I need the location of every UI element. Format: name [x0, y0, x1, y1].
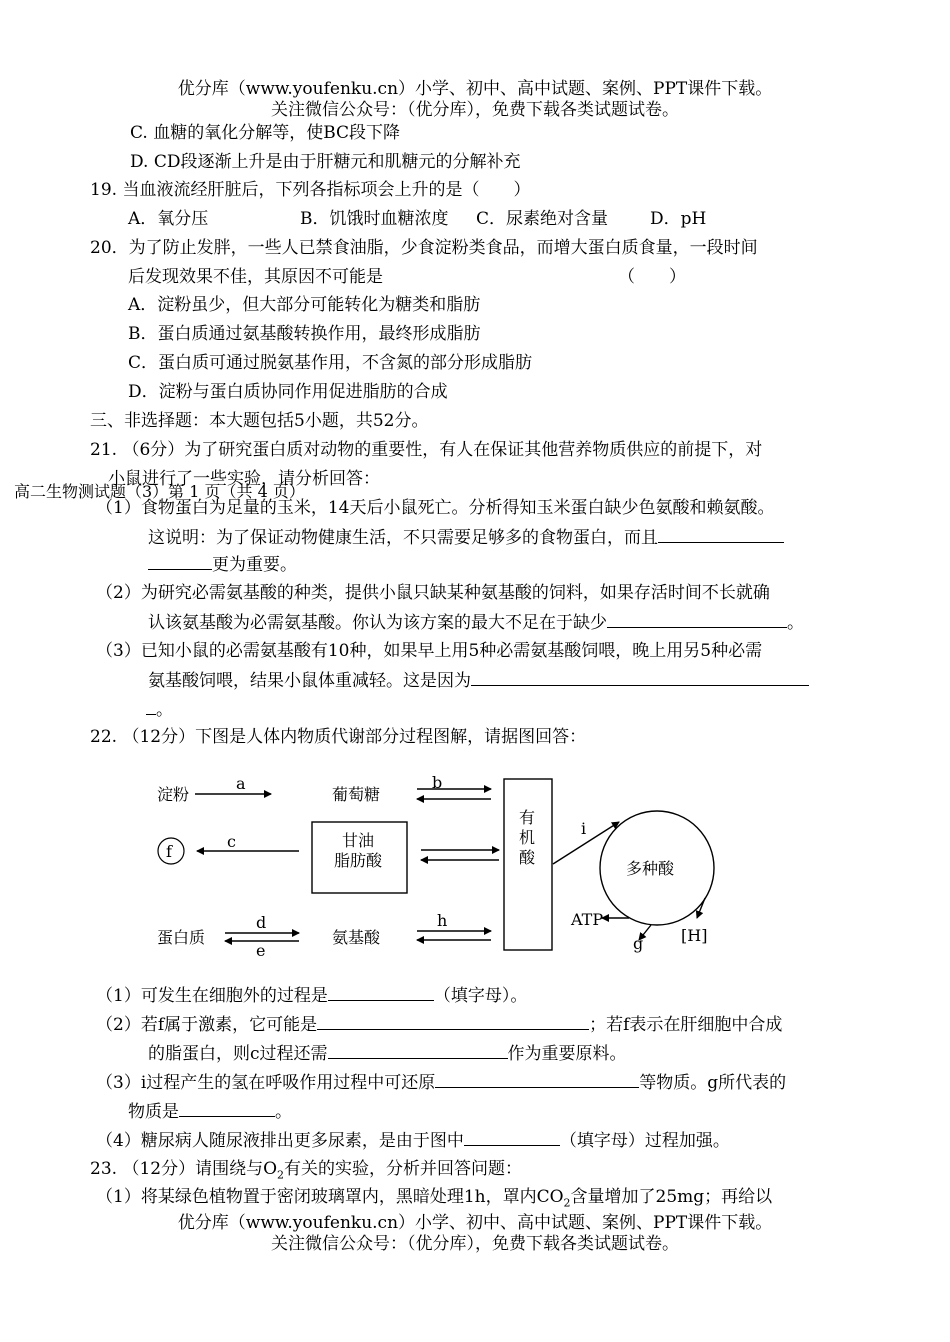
q21-part-2-line-2 — [148, 611, 804, 634]
q22-part-2-tail: 作为重要原料。 — [507, 1044, 627, 1064]
q21-part-1-blank[interactable] — [658, 526, 784, 543]
q22-part-3-mid: 等物质。g所代表的 — [639, 1073, 787, 1093]
q18-option-c: C. 血糖的氧化分解等，使BC段下降 — [130, 123, 401, 143]
q22-part-3-blank-1[interactable] — [435, 1071, 639, 1088]
q23-stem — [90, 1158, 522, 1186]
q21-part-2-end: 。 — [787, 613, 804, 633]
q21-part-3-end: 。 — [156, 700, 173, 720]
node-f: f — [166, 842, 172, 861]
q21-stem-line-1: 21. （6分）为了研究蛋白质对动物的重要性，有人在保证其他营养物质供应的前提下，对 — [90, 440, 763, 460]
q21-part-3-text: 氨基酸饲喂，结果小鼠体重减轻。这是因为 — [148, 671, 471, 691]
label-g: g — [633, 934, 644, 953]
q21-part-1-text: 这说明：为了保证动物健康生活，不只需要足够多的食物蛋白，而且 — [148, 528, 658, 548]
q21-part-3-blank-cont[interactable] — [146, 698, 156, 715]
node-hydrogen: [H] — [681, 926, 708, 945]
label-d: d — [256, 913, 267, 932]
q22-part-3-text-2: 物质是 — [128, 1102, 179, 1122]
node-acids: 多种酸 — [626, 859, 675, 878]
q21-part-3-line-3 — [146, 698, 173, 721]
q22-part-2-blank-1[interactable] — [317, 1013, 589, 1030]
q18-option-d: D. CD段逐渐上升是由于肝糖元和肌糖元的分解补充 — [130, 152, 521, 172]
q22-part-2-line-2 — [148, 1042, 627, 1065]
q21-part-2-blank[interactable] — [607, 611, 787, 628]
q23-part-1 — [96, 1186, 772, 1214]
q22-part-4-text: （4）糖尿病人随尿液排出更多尿素，是由于图中 — [96, 1131, 464, 1151]
q22-part-1-tail: （填字母）。 — [433, 986, 528, 1006]
q23-stem-sub: 2 — [277, 1168, 285, 1182]
q19-stem: 19. 当血液流经肝脏后，下列各指标项会上升的是（ ） — [90, 180, 531, 200]
footer-line-2: 关注微信公众号：（优分库），免费下载各类试题试卷。 — [271, 1234, 679, 1254]
q21-stem-line-2: 小鼠进行了一些实验，请分析回答： — [108, 469, 380, 489]
q20-stem-line-1: 20．为了防止发胖，一些人已禁食油脂，少食淀粉类食品，而增大蛋白质食量，一段时间 — [90, 238, 758, 258]
label-h: h — [437, 911, 448, 930]
node-protein: 蛋白质 — [157, 928, 206, 947]
q22-part-3-blank-2[interactable] — [179, 1100, 275, 1117]
q19-option-b: B．饥饿时血糖浓度 — [300, 209, 449, 229]
q20-option-a: A．淀粉虽少，但大部分可能转化为糖类和脂肪 — [128, 295, 481, 315]
node-starch: 淀粉 — [157, 785, 190, 804]
q22-part-1-blank[interactable] — [328, 984, 434, 1001]
q21-part-3-line-2 — [148, 669, 809, 692]
label-i: i — [581, 819, 587, 838]
section-3-heading: 三、非选择题：本大题包括5小题，共52分。 — [90, 411, 429, 431]
page-label: 高二生物测试题（3）第 1 页（共 4 页） — [14, 482, 305, 501]
node-organic-acid-1: 有 — [519, 808, 536, 827]
node-organic-acid-2: 机 — [519, 828, 536, 847]
node-fatty-acid: 脂肪酸 — [334, 851, 383, 870]
q20-option-c: C．蛋白质可通过脱氨基作用，不含氮的部分形成脂肪 — [128, 353, 533, 373]
q22-part-3-end: 。 — [275, 1102, 292, 1122]
q22-part-4-blank[interactable] — [464, 1129, 560, 1146]
q19-option-d: D．pH — [650, 209, 707, 229]
metabolism-diagram — [145, 768, 725, 968]
label-a: a — [236, 774, 246, 793]
node-amino-acid: 氨基酸 — [332, 928, 381, 947]
q20-answer-paren: （ ） — [618, 267, 686, 287]
header-line-1: 优分库（www.youfenku.cn）小学、初中、高中试题、案例、PPT课件下载。 — [177, 79, 773, 99]
q23-stem-post: 有关的实验，分析并回答问题： — [284, 1159, 523, 1179]
q23-stem-pre: 23. （12分）请围绕与O — [90, 1159, 278, 1179]
q22-part-2-text: （2）若f属于激素，它可能是 — [96, 1015, 318, 1035]
q21-part-1-blank-cont[interactable] — [148, 553, 212, 570]
q23-part-1-sub: 2 — [563, 1196, 571, 1210]
q23-part-1-post: 含量增加了25mg；再给以 — [570, 1187, 773, 1207]
q22-stem: 22. （12分）下图是人体内物质代谢部分过程图解，请据图回答： — [90, 727, 587, 747]
q22-part-1-text: （1）可发生在细胞外的过程是 — [96, 986, 328, 1006]
q21-part-3-blank[interactable] — [471, 669, 809, 686]
q22-part-4 — [96, 1129, 730, 1152]
header-line-2: 关注微信公众号：（优分库），免费下载各类试题试卷。 — [271, 100, 679, 120]
q21-part-1-line-3 — [148, 553, 297, 576]
q22-part-2-text-2: 的脂蛋白，则c过程还需 — [148, 1044, 328, 1064]
q21-part-3-line-1: （3）已知小鼠的必需氨基酸有10种，如果早上用5种必需氨基酸饲喂，晚上用另5种必需 — [96, 641, 763, 661]
q22-part-1 — [96, 984, 527, 1007]
q21-part-1-line-2 — [148, 526, 784, 549]
q20-option-b: B．蛋白质通过氨基酸转换作用，最终形成脂肪 — [128, 324, 481, 344]
q22-part-2-blank-2[interactable] — [328, 1042, 508, 1059]
q22-part-2-mid: ；若f表示在肝细胞中合成 — [589, 1015, 783, 1035]
q22-part-3-line-1 — [96, 1071, 786, 1094]
label-e: e — [256, 941, 266, 960]
q21-part-1-line-1: （1）食物蛋白为足量的玉米，14天后小鼠死亡。分析得知玉米蛋白缺少色氨酸和赖氨酸。 — [96, 498, 775, 518]
q22-part-3-line-2 — [128, 1100, 292, 1123]
q21-part-2-text: 认该氨基酸为必需氨基酸。你认为该方案的最大不足在于缺少 — [148, 613, 607, 633]
q22-part-2-line-1 — [96, 1013, 782, 1036]
q19-option-a: A．氧分压 — [128, 209, 209, 229]
q20-option-d: D．淀粉与蛋白质协同作用促进脂肪的合成 — [128, 382, 448, 402]
footer-line-1: 优分库（www.youfenku.cn）小学、初中、高中试题、案例、PPT课件下载。 — [177, 1213, 773, 1233]
node-organic-acid-3: 酸 — [519, 848, 536, 867]
q19-option-c: C．尿素绝对含量 — [476, 209, 609, 229]
label-b: b — [432, 773, 443, 792]
q21-part-1-tail: 更为重要。 — [212, 555, 297, 575]
label-c: c — [227, 832, 236, 851]
q22-part-4-tail: （填字母）过程加强。 — [559, 1131, 730, 1151]
q21-part-2-line-1: （2）为研究必需氨基酸的种类，提供小鼠只缺某种氨基酸的饲料，如果存活时间不长就确 — [96, 583, 770, 603]
q20-stem-line-2: 后发现效果不佳，其原因不可能是 — [128, 267, 383, 287]
node-glucose: 葡萄糖 — [332, 785, 381, 804]
node-glycerol: 甘油 — [342, 831, 375, 850]
node-atp: ATP — [571, 910, 604, 929]
q22-part-3-text: （3）i过程产生的氢在呼吸作用过程中可还原 — [96, 1073, 436, 1093]
q23-part-1-pre: （1）将某绿色植物置于密闭玻璃罩内，黑暗处理1h，罩内CO — [96, 1187, 564, 1207]
